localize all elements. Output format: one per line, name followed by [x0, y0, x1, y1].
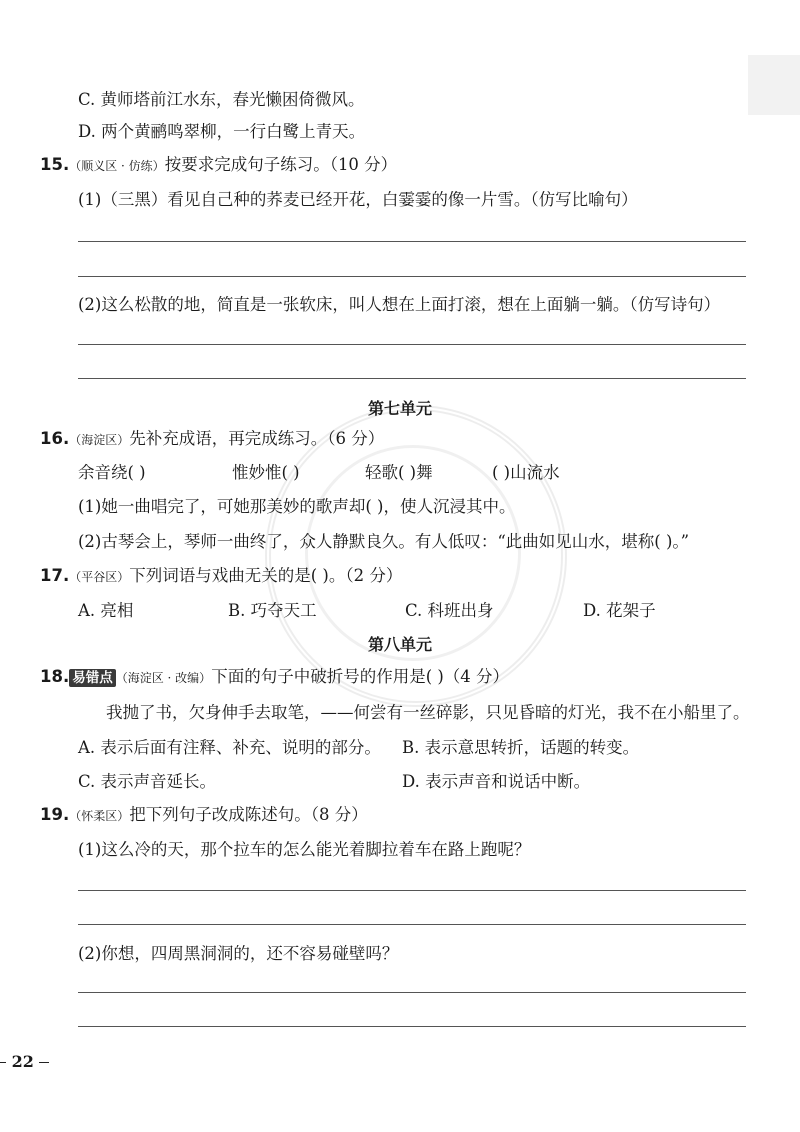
- q16-sub1: (1)她一曲唱完了，可她那美妙的歌声却( )，使人沉浸其中。: [78, 497, 516, 516]
- q16-idiom-2: 惟妙惟( ): [232, 463, 300, 482]
- answer-line[interactable]: [78, 276, 746, 277]
- q16-idiom-4: ( )山流水: [492, 463, 560, 482]
- page-corner-shade: [748, 55, 800, 115]
- unit-7-heading: 第七单元: [367, 399, 432, 418]
- answer-line[interactable]: [78, 344, 746, 345]
- answer-line[interactable]: [78, 1026, 746, 1027]
- q17-option-a: A. 亮相: [78, 601, 134, 620]
- page-number-dash-right: [39, 1062, 49, 1063]
- answer-line[interactable]: [78, 378, 746, 379]
- q18-option-d: D. 表示声音和说话中断。: [402, 772, 591, 791]
- q15-header: [40, 153, 397, 178]
- question-source: （海淀区）: [69, 433, 130, 447]
- unit-8-heading: 第八单元: [367, 635, 432, 654]
- q17-option-c: C. 科班出身: [405, 601, 494, 620]
- question-source: （平谷区）: [69, 570, 130, 584]
- q18-option-c: C. 表示声音延长。: [78, 772, 217, 791]
- answer-line[interactable]: [78, 890, 746, 891]
- q15-sub2: (2)这么松散的地，简直是一张软床，叫人想在上面打滚，想在上面躺一躺。（仿写诗句）: [78, 295, 721, 314]
- question-source: （海淀区 · 改编）: [115, 671, 212, 685]
- q16-header: [40, 427, 384, 452]
- q16-sub2: (2)古琴会上，琴师一曲终了，众人静默良久。有人低叹：“此曲如见山水，堪称( )。”: [78, 532, 690, 551]
- q19-header: [40, 803, 368, 828]
- page-number-value: 22: [11, 1052, 34, 1071]
- q15-sub1: (1)（三黑）看见自己种的荞麦已经开花，白霎霎的像一片雪。（仿写比喻句）: [78, 190, 638, 209]
- answer-line[interactable]: [78, 992, 746, 993]
- q18-sentence: 我抛了书，欠身伸手去取笔，——何尝有一丝碎影，只见昏暗的灯光，我不在小船里了。: [106, 703, 750, 722]
- question-number: 19.: [40, 805, 70, 824]
- question-prompt: 按要求完成句子练习。（10 分）: [164, 155, 398, 174]
- q17-option-b: B. 巧夺天工: [228, 601, 317, 620]
- q14-option-c: C. 黄师塔前江水东，春光懒困倚微风。: [78, 90, 365, 109]
- question-number: 18.: [40, 667, 70, 686]
- q17-option-d: D. 花架子: [583, 601, 656, 620]
- q16-idiom-1: 余音绕( ): [78, 463, 146, 482]
- page-number-dash-left: [0, 1062, 6, 1063]
- q19-sub2: (2)你想，四周黑洞洞的，还不容易碰壁吗？: [78, 944, 399, 963]
- q19-sub1: (1)这么冷的天，那个拉车的怎么能光着脚拉着车在路上跑呢？: [78, 840, 531, 859]
- question-prompt: 把下列句子改成陈述句。（8 分）: [129, 805, 368, 824]
- q16-idiom-3: 轻歌( )舞: [365, 463, 433, 482]
- q18-header: [40, 665, 509, 690]
- q18-option-b: B. 表示意思转折，话题的转变。: [402, 738, 640, 757]
- answer-line[interactable]: [78, 924, 746, 925]
- question-prompt: 下列词语与戏曲无关的是( )。（2 分）: [129, 566, 403, 585]
- page-number: [0, 1052, 49, 1071]
- question-source: （顺义区 · 仿练）: [69, 159, 165, 173]
- q18-option-a: A. 表示后面有注释、补充、说明的部分。: [78, 738, 381, 757]
- q14-option-d: D. 两个黄鹂鸣翠柳，一行白鹭上青天。: [78, 122, 366, 141]
- error-prone-badge: 易错点: [69, 669, 116, 687]
- q17-header: [40, 564, 402, 589]
- answer-line[interactable]: [78, 241, 746, 242]
- question-prompt: 下面的句子中破折号的作用是( )（4 分）: [211, 667, 510, 686]
- question-prompt: 先补充成语，再完成练习。（6 分）: [129, 429, 385, 448]
- question-number: 15.: [40, 155, 70, 174]
- question-number: 17.: [40, 566, 70, 585]
- question-source: （怀柔区）: [69, 809, 130, 823]
- question-number: 16.: [40, 429, 70, 448]
